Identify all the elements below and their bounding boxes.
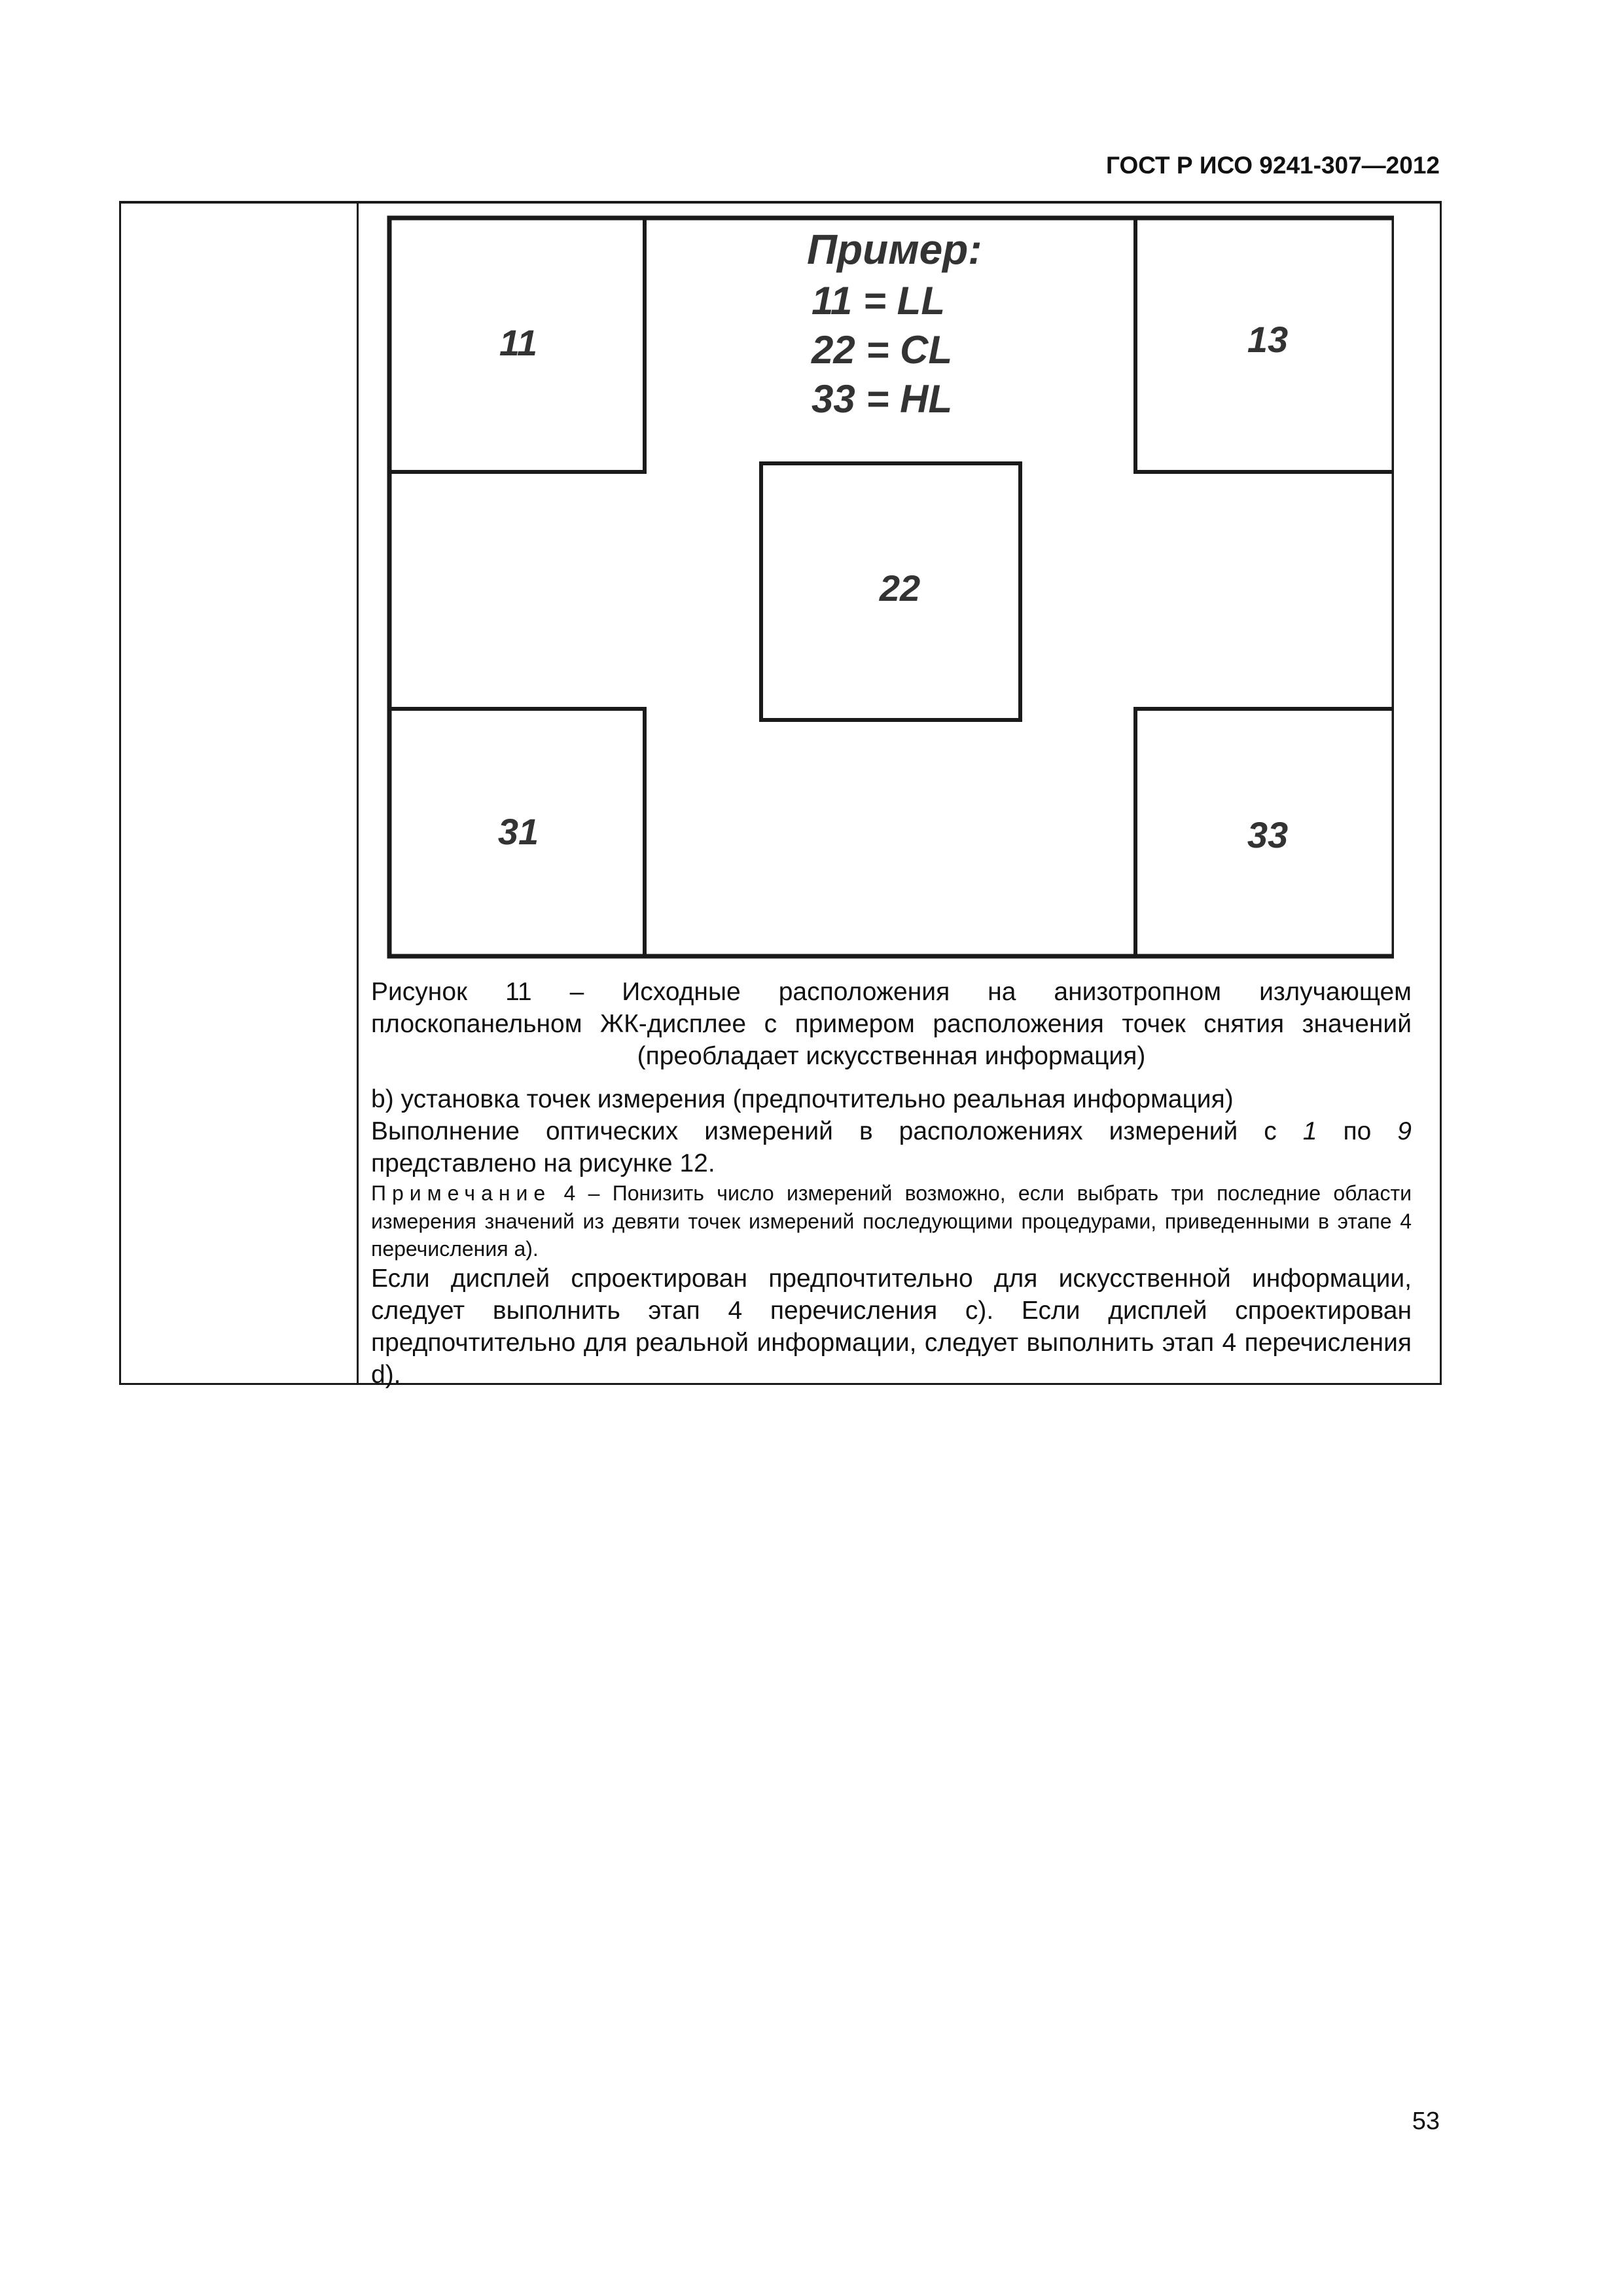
document-header: ГОСТ Р ИСО 9241-307—2012 <box>1105 152 1440 179</box>
figure-caption: Рисунок 11 – Исходные расположения на анизотропном излучающем плоскопанельном ЖК-дисплее с примером расположения точек снятия значений (преобладает искусственная информация) <box>371 978 1412 1071</box>
cell-label-top-left: 11 <box>499 322 538 363</box>
cell-label-center: 22 <box>879 567 921 609</box>
note-label: Примечание <box>371 1181 552 1206</box>
location-from: 1 <box>1302 1117 1317 1146</box>
example-title: Пример: <box>807 226 982 273</box>
paragraph-measurements <box>371 1115 1412 1179</box>
cell-label-bottom-left: 31 <box>497 811 539 852</box>
figure-11-diagram <box>380 213 1394 965</box>
para1-part1: Выполнение оптических измерений в расположениях измерений с <box>371 1117 1303 1146</box>
paragraph-display-design: Если дисплей спроектирован предпочтительно для искусственной информации, следует выполнить этап 4 перечисления c). Если дисплей спроектирован предпочтительно для реальной информации, следует выполнить этап 4 перечисления d). <box>371 1265 1412 1390</box>
table-column-divider <box>357 204 359 1383</box>
example-line-3: 33 = HL <box>812 377 953 421</box>
cell-label-top-right: 13 <box>1247 319 1289 360</box>
location-to: 9 <box>1397 1117 1412 1146</box>
para1-part3: представлено на рисунке 12. <box>371 1149 715 1178</box>
example-line-2: 22 = CL <box>812 328 953 372</box>
note-text: 4 – Понизить число измерений возможно, если выбрать три последние области измерения значений из девяти точек измерений последующими процедурами, приведенными в этапе 4 перечисления a). <box>371 1181 1412 1261</box>
item-b: b) установка точек измерения (предпочтительно реальная информация) <box>371 1085 1234 1113</box>
text-block <box>371 1083 1412 1391</box>
para1-part2: по <box>1317 1117 1398 1146</box>
page-number: 53 <box>1412 2108 1440 2135</box>
cell-label-bottom-right: 33 <box>1247 814 1289 855</box>
note-4 <box>371 1179 1412 1263</box>
example-line-1: 11 = LL <box>812 279 945 323</box>
measurement-locations-svg <box>380 213 1394 965</box>
